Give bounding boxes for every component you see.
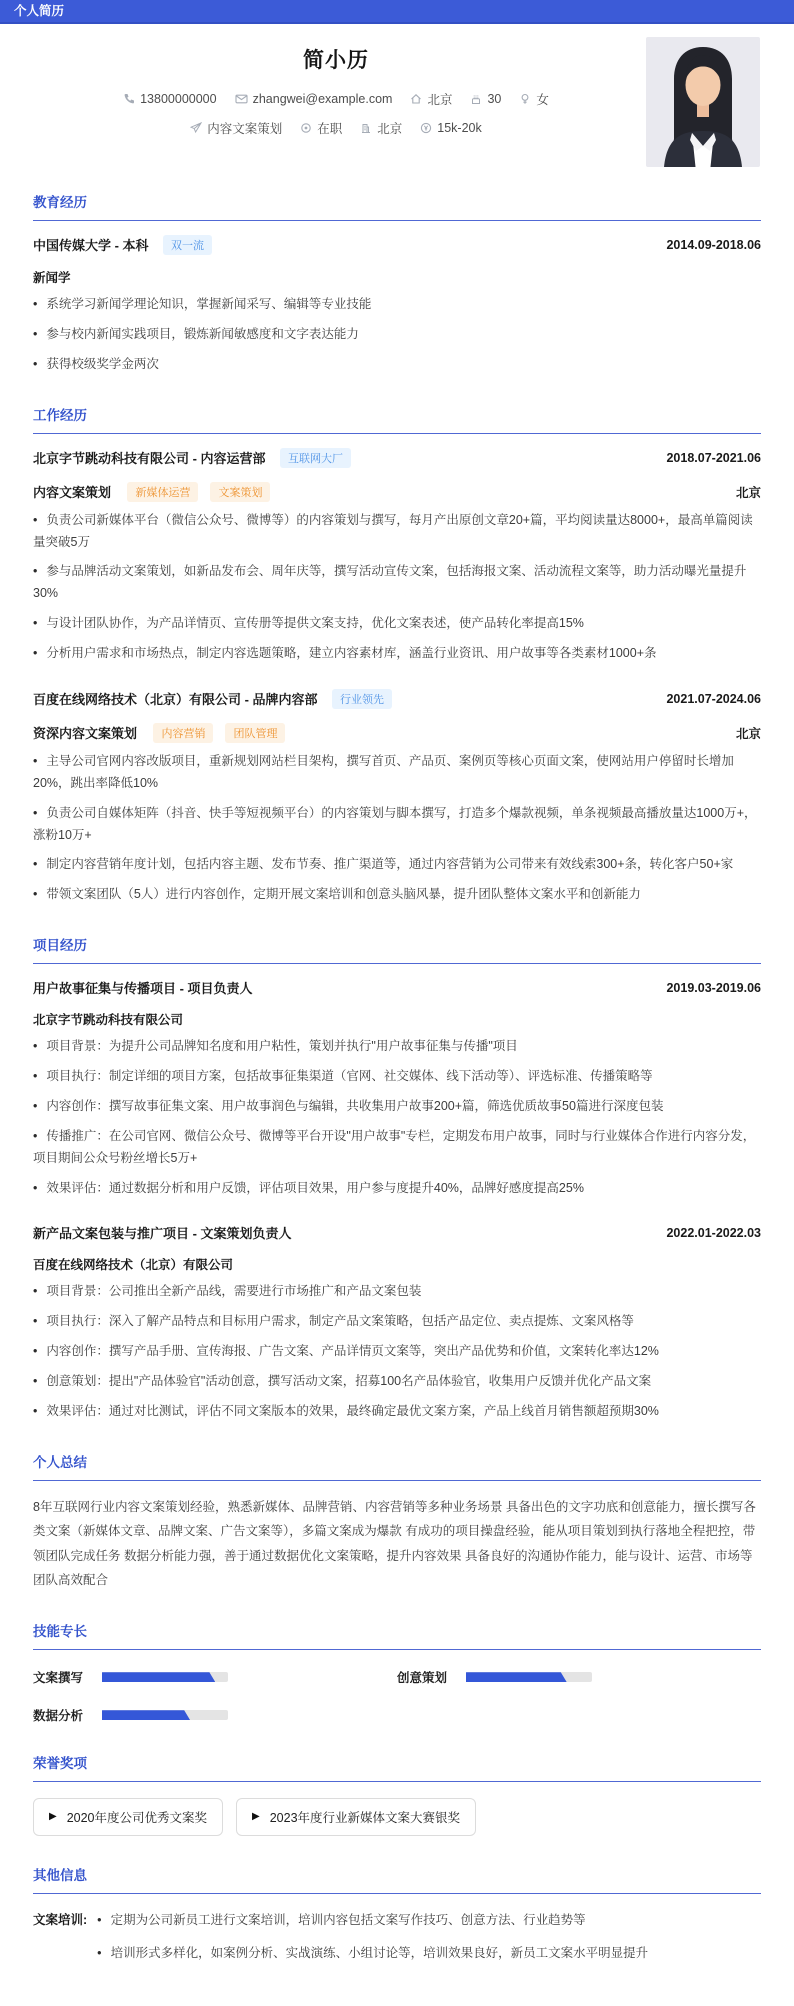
position-icon: [190, 122, 202, 134]
skill-bar-fill: [466, 1672, 567, 1682]
bullet-dot: •: [33, 1284, 38, 1299]
bullet-item: [33, 1281, 761, 1303]
project-date: 2019.03-2019.06: [666, 980, 761, 995]
skill-bar: [102, 1672, 228, 1682]
contact-gender: [519, 90, 549, 108]
position-value: 内容文案策划: [207, 122, 283, 136]
bullet-text: 参与品牌活动文案策划，如新品发布会、周年庆等，撰写活动宣传文案，包括海报文案、活动流程文案等，助力活动曝光量提升30%: [33, 564, 747, 601]
bullet-dot: •: [33, 887, 38, 902]
major-name: 新闻学: [33, 271, 71, 285]
project-title: 新产品文案包装与推广项目 - 文案策划负责人: [33, 1226, 292, 1242]
contact-status: [300, 119, 342, 137]
contact-row-1: [36, 90, 636, 108]
bullet-item: [33, 1341, 761, 1363]
bullet-text: 定期为公司新员工进行文案培训，培训内容包括文案写作技巧、创意方法、行业趋势等: [110, 1913, 586, 1928]
bullet-text: 负责公司新媒体平台（微信公众号、微博等）的内容策划与撰写，每月产出原创文章20+篇，平均阅读量达8000+，最高单篇阅读量突破5万: [33, 512, 753, 549]
bullet-dot: •: [33, 1403, 38, 1418]
bullet-dot: •: [33, 297, 38, 311]
bullet-item: [97, 1910, 761, 1932]
section-honors: [33, 1752, 761, 1836]
bullet-dot: •: [97, 1913, 102, 1928]
age-value: 30: [487, 92, 502, 106]
job-role-tags: [141, 725, 285, 742]
bullet-dot: •: [33, 1098, 38, 1113]
honor-text: 2023年度行业新媒体文案大赛银奖: [269, 1811, 461, 1826]
play-icon: ▶: [49, 1811, 57, 1823]
bullet-dot: •: [33, 805, 38, 820]
section-education: [33, 191, 761, 376]
bullet-text: 项目背景：公司推出全新产品线，需要进行市场推广和产品文案包装: [46, 1284, 422, 1299]
header-info: [36, 34, 636, 137]
bullet-item: [33, 354, 761, 376]
salary-value: 15k-20k: [437, 121, 482, 135]
bullet-item: [33, 1126, 761, 1170]
role-tag: 团队管理: [225, 723, 285, 743]
bullet-item: [33, 1036, 761, 1058]
project-entry: [33, 1223, 761, 1422]
job-entry: [33, 448, 761, 665]
role-tag: 新媒体运营: [127, 482, 198, 502]
bullet-text: 项目执行：制定详细的项目方案，包括故事征集渠道（官网、社交媒体、线下活动等）、评选标准、传播策略等: [46, 1069, 653, 1083]
bullet-dot: •: [33, 564, 38, 579]
bullet-dot: •: [33, 646, 38, 660]
bullet-item: [33, 294, 761, 316]
profile-photo: [646, 37, 760, 167]
city-icon: [360, 122, 372, 134]
bullet-text: 内容创作：撰写产品手册、宣传海报、广告文案、产品详情页文案等，突出产品优势和价值，文案转化率达12%: [46, 1344, 659, 1359]
location-value: 北京: [427, 93, 453, 107]
bullet-text: 参与校内新闻实践项目，锻炼新闻敏感度和文字表达能力: [46, 326, 359, 341]
other-bullets: [97, 1910, 761, 1976]
section-other: [33, 1864, 761, 1976]
other-row: [33, 1910, 761, 1976]
skill-bar-fill: [102, 1710, 190, 1720]
bullet-item: [33, 1371, 761, 1393]
bullet-text: 系统学习新闻学理论知识，掌握新闻采写、编辑等专业技能: [46, 297, 372, 311]
contact-email: [235, 92, 393, 106]
bullet-text: 效果评估：通过数据分析和用户反馈，评估项目效果，用户参与度提升40%，品牌好感度提高25%: [46, 1180, 584, 1195]
role-tag: 内容营销: [153, 723, 213, 743]
email-value: zhangwei@example.com: [252, 92, 393, 106]
bullet-item: [33, 510, 761, 554]
other-label: 文案培训:: [33, 1913, 88, 1928]
contact-position: [190, 119, 282, 137]
skill-label: 数据分析: [33, 1709, 84, 1724]
project-company: 百度在线网络技术（北京）有限公司: [33, 1258, 234, 1273]
bullet-dot: •: [33, 753, 38, 768]
bullet-dot: •: [97, 1946, 102, 1961]
job-role-tags: [115, 484, 270, 501]
bullet-dot: •: [33, 1314, 38, 1329]
bullet-dot: •: [33, 356, 38, 371]
bullet-item: [33, 803, 761, 847]
summary-heading: 个人总结: [33, 1451, 761, 1481]
bullet-text: 创意策划：提出"产品体验官"活动创意，撰写活动文案，招募100名产品体验官，收集用户反馈并优化产品文案: [46, 1374, 652, 1388]
bullet-text: 分析用户需求和市场热点，制定内容选题策略，建立内容素材库，涵盖行业资讯、用户故事等各类素材1000+条: [46, 646, 657, 660]
bullet-dot: •: [33, 1069, 38, 1083]
bullet-text: 带领文案团队（5人）进行内容创作，定期开展文案培训和创意头脑风暴，提升团队整体文案水平和创新能力: [46, 887, 641, 902]
job-entry: [33, 689, 761, 906]
bullet-text: 效果评估：通过对比测试，评估不同文案版本的效果，最终确定最优文案方案，产品上线首月销售额超预期30%: [46, 1403, 659, 1418]
bullet-item: [97, 1943, 761, 1965]
honors-heading: 荣誉奖项: [33, 1752, 761, 1782]
bullet-item: [33, 1178, 761, 1200]
bullet-text: 培训形式多样化，如案例分析、实战演练、小组讨论等，培训效果良好，新员工文案水平明显提升: [110, 1946, 649, 1961]
project-date: 2022.01-2022.03: [666, 1225, 761, 1240]
bullet-text: 内容创作：撰写故事征集文案、用户故事润色与编辑，共收集用户故事200+篇，筛选优质故事50篇进行深度包装: [46, 1098, 664, 1113]
bullet-item: [33, 561, 761, 605]
salary-icon: [420, 122, 432, 134]
job-bullets: [33, 751, 761, 906]
project-entry: [33, 978, 761, 1199]
education-entry: [33, 235, 761, 376]
bullet-text: 项目执行：深入了解产品特点和目标用户需求，制定产品文案策略，包括产品定位、卖点提炼、文案风格等: [46, 1314, 634, 1329]
job-date: 2018.07-2021.06: [666, 450, 761, 465]
skill-label: 文案撰写: [33, 1671, 84, 1686]
section-summary: [33, 1451, 761, 1593]
other-heading: 其他信息: [33, 1864, 761, 1894]
skill-label: 创意策划: [397, 1671, 448, 1686]
bullet-item: [33, 884, 761, 906]
city-value: 北京: [377, 122, 403, 136]
skill-item: [33, 1706, 397, 1724]
project-company: 北京字节跳动科技有限公司: [33, 1013, 184, 1028]
company-tag: 行业领先: [332, 689, 392, 709]
company-name: 百度在线网络技术（北京）有限公司 - 品牌内容部: [33, 691, 318, 707]
work-heading: 工作经历: [33, 404, 761, 434]
skill-bar: [466, 1672, 592, 1682]
skill-item: [397, 1668, 761, 1686]
contact-age: [470, 92, 501, 106]
bullet-item: [33, 751, 761, 795]
education-heading: 教育经历: [33, 191, 761, 221]
summary-text: 8年互联网行业内容文案策划经验，熟悉新媒体、品牌营销、内容营销等多种业务场景 具备出色的文字功底和创意能力，擅长撰写各类文案（新媒体文章、品牌文案、广告文案等），多篇文案成为爆款 有成功的项目操盘经验，能从项目策划到执行落地全程把控，带领团队完成任务 数据分析能力强，善于通过数据优化文案策略，提升内容效果 具备良好的沟通协作能力，能与设计、运营、市场等团队高效配合: [33, 1499, 756, 1587]
bullet-dot: •: [33, 616, 38, 631]
bullet-dot: •: [33, 1180, 38, 1195]
age-icon: [470, 93, 482, 105]
bullet-text: 负责公司自媒体矩阵（抖音、快手等短视频平台）的内容策划与脚本撰写，打造多个爆款视频，单条视频最高播放量达1000万+，涨粉10万+: [33, 805, 757, 842]
contact-row-2: [36, 119, 636, 137]
bullet-dot: •: [33, 1374, 38, 1388]
company-name: 北京字节跳动科技有限公司 - 内容运营部: [33, 450, 266, 466]
job-role: 内容文案策划: [33, 484, 112, 500]
job-role: 资深内容文案策划: [33, 725, 138, 741]
bullet-item: [33, 643, 761, 665]
education-date: 2014.09-2018.06: [666, 238, 761, 252]
job-location: 北京: [735, 485, 761, 500]
bullet-text: 获得校级奖学金两次: [46, 356, 159, 371]
resume-header: [0, 24, 794, 175]
company-tag: 互联网大厂: [280, 448, 351, 468]
portrait-illustration: [646, 37, 760, 167]
school-tag: 双一流: [163, 235, 212, 255]
contact-city: [360, 119, 402, 137]
bullet-item: [33, 854, 761, 876]
project-bullets: [33, 1281, 761, 1422]
education-bullets: [33, 294, 761, 376]
bullet-item: [33, 1311, 761, 1333]
project-title: 用户故事征集与传播项目 - 项目负责人: [33, 981, 253, 997]
phone-value: 13800000000: [140, 92, 217, 106]
mail-icon: [235, 93, 248, 105]
phone-icon: [123, 93, 135, 105]
bullet-dot: •: [33, 1039, 38, 1054]
bullet-item: [33, 613, 761, 635]
bullet-dot: •: [33, 1128, 38, 1143]
honor-text: 2020年度公司优秀文案奖: [66, 1811, 208, 1826]
app-title-bar: [0, 0, 794, 24]
skills-grid: [33, 1668, 761, 1724]
contact-phone: [123, 92, 216, 106]
project-bullets: [33, 1036, 761, 1199]
job-date: 2021.07-2024.06: [666, 691, 761, 706]
bullet-text: 与设计团队协作，为产品详情页、宣传册等提供文案支持，优化文案表述，使产品转化率提高15%: [46, 616, 584, 631]
skill-bar-fill: [102, 1672, 215, 1682]
section-skills: [33, 1620, 761, 1724]
gender-value: 女: [536, 93, 549, 107]
contact-location: [410, 90, 452, 108]
bullet-text: 主导公司官网内容改版项目，重新规划网站栏目架构，撰写首页、产品页、案例页等核心页面文案，使网站用户停留时长增加20%，跳出率降低10%: [33, 753, 734, 790]
bullet-text: 项目背景：为提升公司品牌知名度和用户粘性，策划并执行"用户故事征集与传播"项目: [46, 1039, 518, 1054]
contact-salary: [420, 121, 481, 135]
role-tag: 文案策划: [210, 482, 270, 502]
bullet-dot: •: [33, 1344, 38, 1359]
status-icon: [300, 122, 312, 134]
skills-heading: 技能专长: [33, 1620, 761, 1650]
bullet-dot: •: [33, 326, 38, 341]
skill-bar: [102, 1710, 228, 1720]
home-icon: [410, 93, 422, 105]
bullet-dot: •: [33, 512, 38, 527]
section-work: [33, 404, 761, 907]
job-location: 北京: [735, 726, 761, 741]
status-value: 在职: [317, 122, 343, 136]
candidate-name: 简小历: [303, 49, 369, 72]
section-projects: [33, 934, 761, 1423]
projects-heading: 项目经历: [33, 934, 761, 964]
bullet-item: [33, 324, 761, 346]
school-name: 中国传媒大学 - 本科: [33, 238, 149, 253]
bullet-item: [33, 1401, 761, 1423]
job-bullets: [33, 510, 761, 665]
bullet-item: [33, 1066, 761, 1088]
skill-item: [33, 1668, 397, 1686]
bullet-dot: •: [33, 857, 38, 872]
bullet-text: 传播推广：在公司官网、微信公众号、微博等平台开设"用户故事"专栏，定期发布用户故事，同时与行业媒体合作进行内容分发，项目期间公众号粉丝增长5万+: [33, 1128, 756, 1165]
page-title: 个人简历: [14, 4, 65, 18]
bullet-text: 制定内容营销年度计划，包括内容主题、发布节奏、推广渠道等，通过内容营销为公司带来有效线索300+条，转化客户50+家: [46, 857, 734, 872]
gender-icon: [519, 93, 531, 105]
resume-body: [0, 191, 794, 2006]
bullet-item: [33, 1096, 761, 1118]
play-icon: ▶: [252, 1811, 260, 1823]
